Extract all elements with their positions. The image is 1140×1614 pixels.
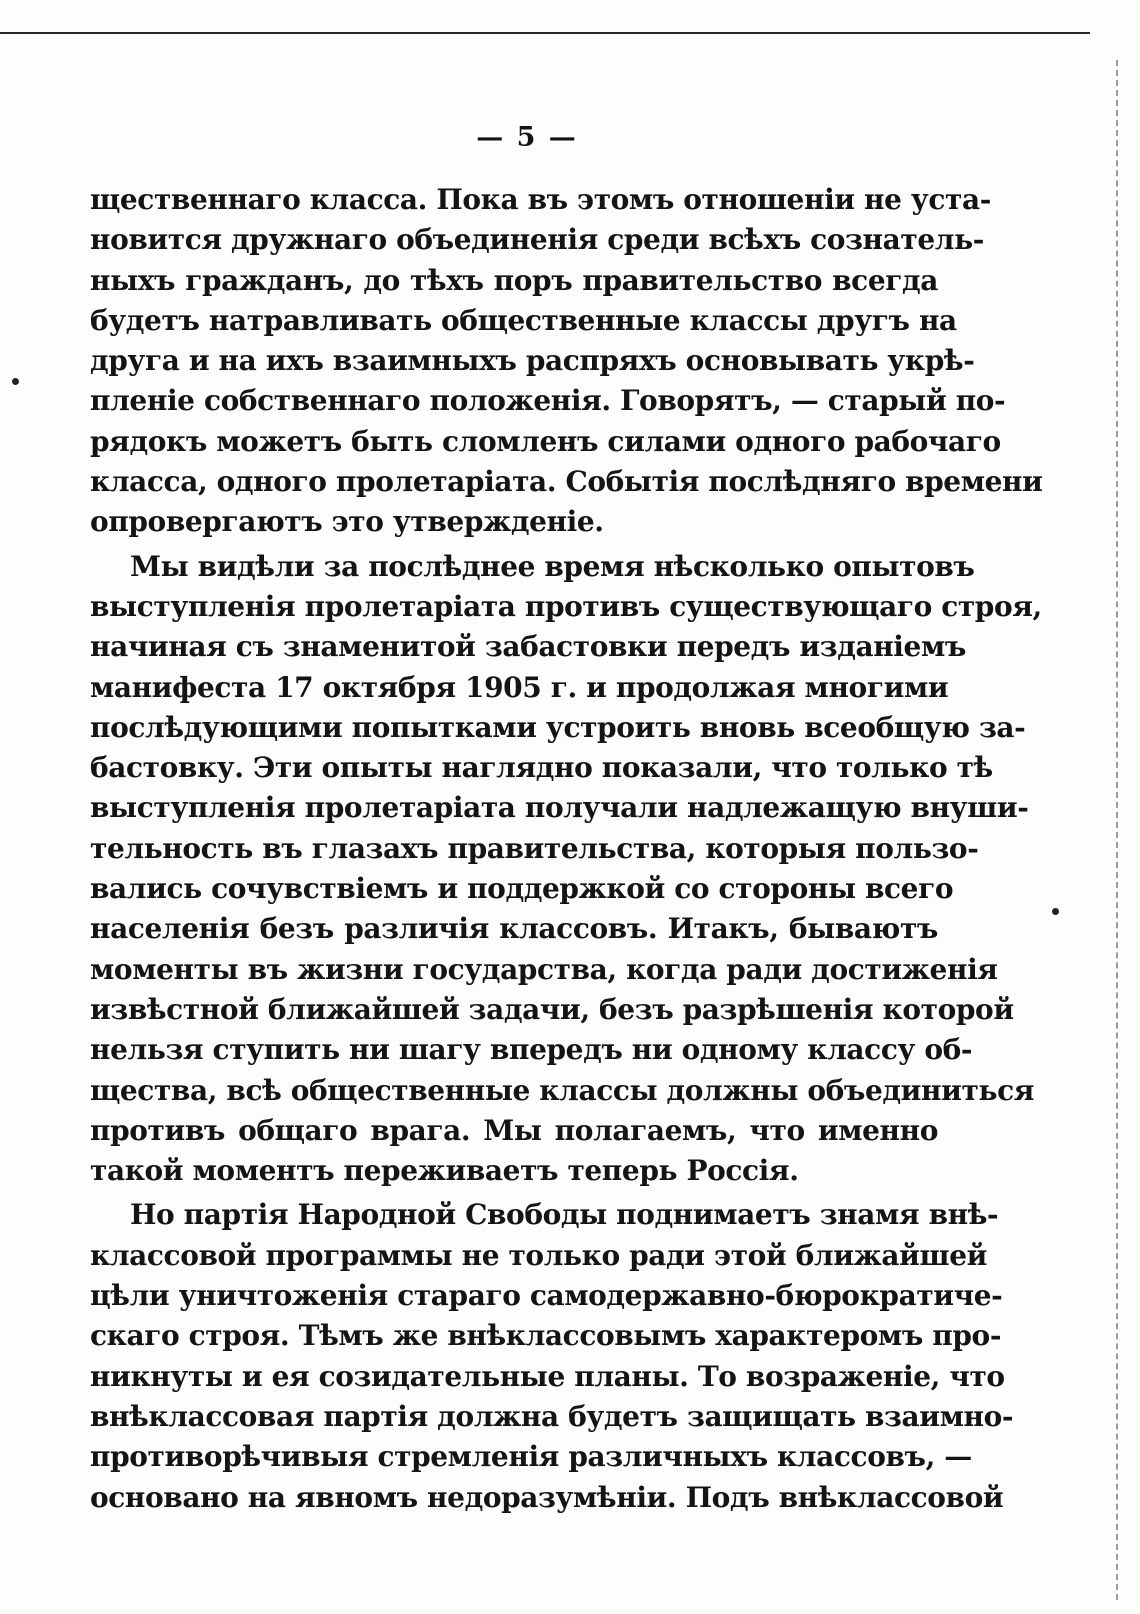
text-line: манифеста 17 октября 1905 г. и продолжая многими — [90, 670, 949, 704]
text-line: внѣклассовая партія должна будетъ защищать взаимно- — [90, 1399, 1014, 1433]
text-line: никнуты и ея созидательные планы. То возраженіе, что — [90, 1359, 1005, 1393]
text-line: Мы видѣли за послѣднее время нѣсколько опытовъ — [130, 549, 975, 583]
text-line: населенія безъ различія классовъ. Итакъ, бываютъ — [90, 912, 938, 946]
text-line: нельзя ступить ни шагу впередъ ни одному классу об- — [90, 1033, 973, 1067]
text-line: будетъ натравливать общественные классы другъ на — [90, 303, 957, 337]
text-line: тельность въ глазахъ правительства, которыя пользо- — [90, 831, 979, 865]
text-line: новится дружнаго объединенія среди всѣхъ сознатель- — [90, 223, 984, 257]
ink-speck — [12, 378, 19, 385]
text-line: вались сочувствіемъ и поддержкой со стороны всего — [90, 872, 954, 906]
text-line: рядокъ можетъ быть сломленъ силами одного рабочаго — [90, 424, 1001, 458]
paragraph-3 — [90, 1195, 1014, 1517]
right-margin-scan-edge — [1116, 60, 1118, 1600]
text-line: щественнаго класса. Пока въ этомъ отношеніи не уста- — [90, 183, 991, 216]
text-line: щества, всѣ общественные классы должны объединиться — [90, 1073, 1035, 1107]
text-line: противорѣчивыя стремленія различныхъ классовъ, — — [90, 1440, 972, 1474]
page-number: — 5 — — [476, 122, 578, 153]
text-line: цѣли уничтоженія стараго самодержавно-бюрократиче- — [90, 1279, 1003, 1313]
text-line: противъ общаго врага. Мы полагаемъ, что именно — [90, 1113, 938, 1147]
top-edge-rule — [0, 32, 1090, 34]
text-line: извѣстной ближайшей задачи, безъ разрѣшенія которой — [90, 992, 1014, 1026]
text-line: бастовку. Эти опыты наглядно показали, что только тѣ — [90, 751, 993, 785]
text-line: выступленія пролетаріата получали надлежащую внуши- — [90, 791, 1029, 825]
text-line: друга и на ихъ взаимныхъ распряхъ основывать укрѣ- — [90, 344, 975, 378]
text-line: опровергаютъ это утвержденіе. — [90, 505, 604, 539]
text-line: такой моментъ переживаетъ теперь Россія. — [90, 1154, 799, 1188]
text-line: моменты въ жизни государства, когда ради достиженія — [90, 952, 998, 986]
paragraph-2 — [90, 547, 1042, 1192]
text-line: послѣдующими попытками устроить вновь всеобщую за- — [90, 710, 1026, 744]
text-line: классовой программы не только ради этой ближайшей — [90, 1238, 988, 1272]
text-line: выступленія пролетаріата противъ существующаго строя, — [90, 589, 1042, 623]
body-text — [90, 180, 1043, 1518]
text-line: основано на явномъ недоразумѣніи. Подъ внѣклассовой — [90, 1480, 1004, 1514]
text-line: скаго строя. Тѣмъ же внѣклассовымъ характеромъ про- — [90, 1319, 1002, 1353]
text-line: Но партія Народной Свободы поднимаетъ знамя внѣ- — [130, 1198, 999, 1232]
text-line: пленіе собственнаго положенія. Говорятъ, — старый по- — [90, 384, 1006, 418]
text-line: начиная съ знаменитой забастовки передъ изданіемъ — [90, 630, 966, 664]
ink-speck — [1052, 908, 1059, 915]
text-line: ныхъ гражданъ, до тѣхъ поръ правительство всегда — [90, 263, 938, 297]
paragraph-1 — [90, 180, 1043, 543]
text-line: класса, одного пролетаріата. Событія послѣдняго времени — [90, 465, 1043, 499]
